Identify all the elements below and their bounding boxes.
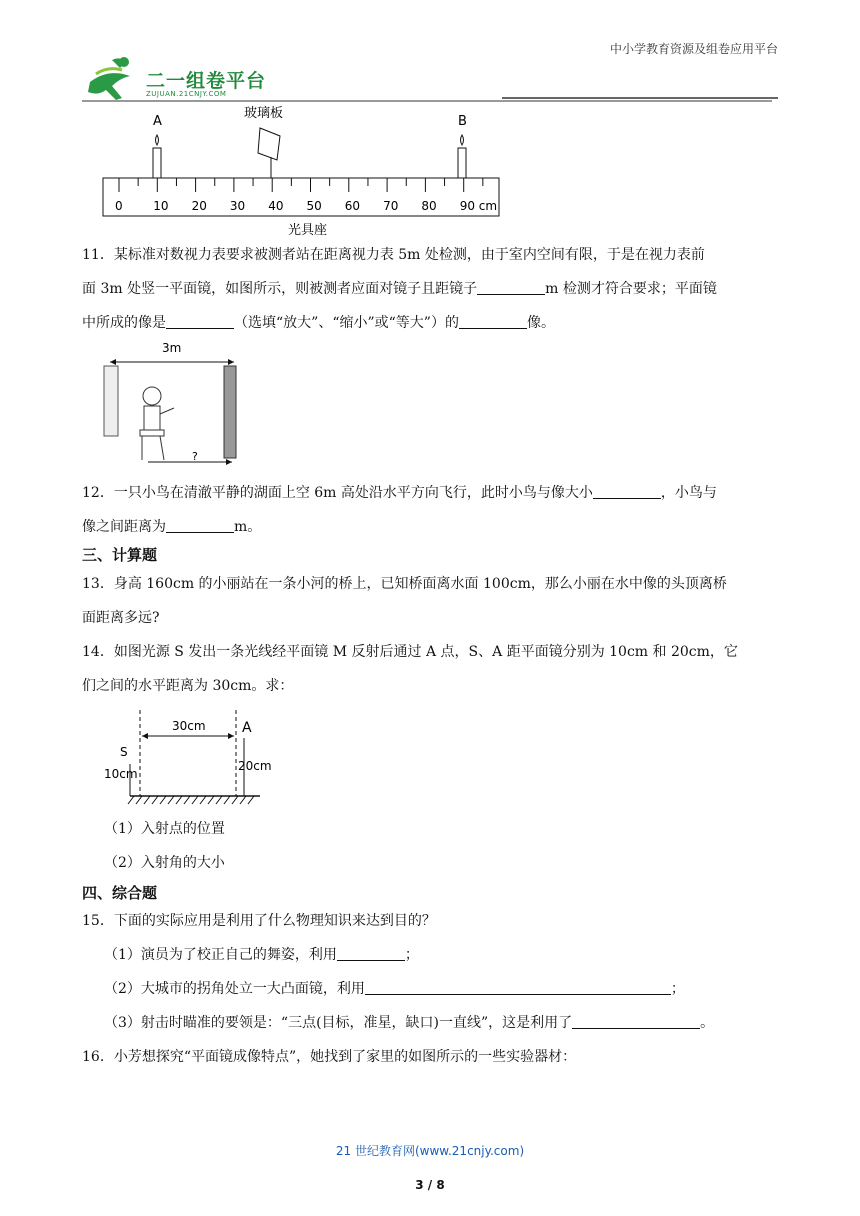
q11-line2: 面 3m 处竖一平面镜，如图所示，则被测者应面对镜子且距镜子 m 检测才符合要求；平面镜 [82,274,782,305]
point-a-label: A [242,720,252,736]
runner-logo-icon [88,57,130,100]
reflection-figure [100,708,280,806]
answer-blank[interactable] [477,278,545,295]
mirror-hatch [232,796,238,804]
q15-sub1: （1）演员为了校正自己的舞姿，利用 ； [104,940,419,971]
mirror-hatch [136,796,142,804]
dist-20cm: 20cm [238,759,272,773]
answer-blank[interactable] [337,944,405,961]
ruler-tick-label: 30 [229,199,246,213]
unknown-distance: ? [192,450,198,463]
mirror-hatch [216,796,222,804]
q11-line1: 11．某标准对数视力表要求被测者站在距离视力表 5m 处检测，由于室内空间有限，于是在视力表前 [82,247,705,263]
q15-line1: 15．下面的实际应用是利用了什么物理知识来达到目的？ [82,913,436,929]
mirror-hatch [184,796,190,804]
platform-name: 中小学教育资源及组卷应用平台 [609,42,778,56]
mirror-icon [224,366,236,458]
mirror-hatch [200,796,206,804]
dist-10cm: 10cm [104,767,138,781]
distance-3m: 3m [162,341,182,355]
answer-blank[interactable] [572,1012,700,1029]
answer-blank[interactable] [166,516,234,533]
ruler-tick-label: 70 [383,199,399,213]
eye-test-figure [100,338,250,478]
glass-label: 玻璃板 [244,106,284,121]
mirror-hatch [160,796,166,804]
q15-sub3: （3）射击时瞄准的要领是：“三点(目标，准星，缺口)一直线”，这是利用了 。 [104,1008,714,1039]
ruler-tick-label: 50 [306,199,322,213]
candle-b-icon [458,135,466,178]
ruler-tick-label: 40 [268,199,284,213]
footer-site[interactable]: 21 世纪教育网(www.21cnjy.com) [335,1144,525,1158]
q11-line3: 中所成的像是 （选填“放大”、“缩小”或“等大”）的 像。 [82,308,782,339]
q14-sub1: （1）入射点的位置 [104,821,225,837]
ruler-tick-label: 20 [191,199,207,213]
q13-line1: 13．身高 160cm 的小丽站在一条小河的桥上，已知桥面离水面 100cm，那么小丽在水中像的头顶离桥 [82,576,727,592]
glass-plate-icon [258,128,280,180]
mirror-hatch [168,796,174,804]
answer-blank[interactable] [365,978,671,995]
ruler-tick-label: 60 [344,199,361,213]
logo-subtext: ZUJUAN.21CNJY.COM [146,90,227,98]
answer-blank[interactable] [593,482,661,499]
ruler-tick-label: 80 [421,199,437,213]
label-b: B [458,114,467,129]
mirror-hatch [240,796,246,804]
label-a: A [153,114,162,129]
mirror-hatch [208,796,214,804]
section-calculation: 三、计算题 [82,546,158,564]
page-number: 3 / 8 [415,1178,445,1192]
q14-line2: 们之间的水平距离为 30cm。求： [82,678,294,694]
q14-sub2: （2）入射角的大小 [104,855,225,871]
section-comprehensive: 四、综合题 [82,884,158,902]
mirror-hatch [176,796,182,804]
mirror-hatch [224,796,230,804]
q13-line2: 面距离多远? [82,610,160,626]
ruler-tick-label: 90 cm [459,199,498,213]
answer-blank[interactable] [459,312,527,329]
bench-caption: 光具座 [288,223,328,238]
point-s-label: S [120,745,128,759]
eye-chart-icon [104,366,118,436]
ruler-tick-label: 0 [115,199,123,213]
q16-line1: 16．小芳想探究“平面镜成像特点”，她找到了家里的如图所示的一些实验器材： [82,1049,577,1065]
q12-line2: 像之间距离为 m。 [82,512,782,543]
ruler-tick-label: 10 [153,199,169,213]
mirror-hatch [152,796,158,804]
mirror-hatch [144,796,150,804]
q15-sub2: （2）大城市的拐角处立一大凸面镜，利用 ； [104,974,685,1005]
q14-line1: 14．如图光源 S 发出一条光线经平面镜 M 反射后通过 A 点，S、A 距平面镜分别为 10cm 和 20cm，它 [82,644,738,660]
dist-30cm: 30cm [172,719,206,733]
candle-a-icon [153,135,161,178]
q12-line1: 12．一只小鸟在清澈平静的湖面上空 6m 高处沿水平方向飞行，此时小鸟与像大小 ，小鸟与 [82,478,782,509]
optical-bench-figure [100,100,510,240]
person-icon [140,387,174,460]
answer-blank[interactable] [166,312,234,329]
mirror-hatch [128,796,134,804]
logo-text: 二一组卷平台 [146,70,267,92]
mirror-hatch [248,796,254,804]
mirror-hatch [192,796,198,804]
